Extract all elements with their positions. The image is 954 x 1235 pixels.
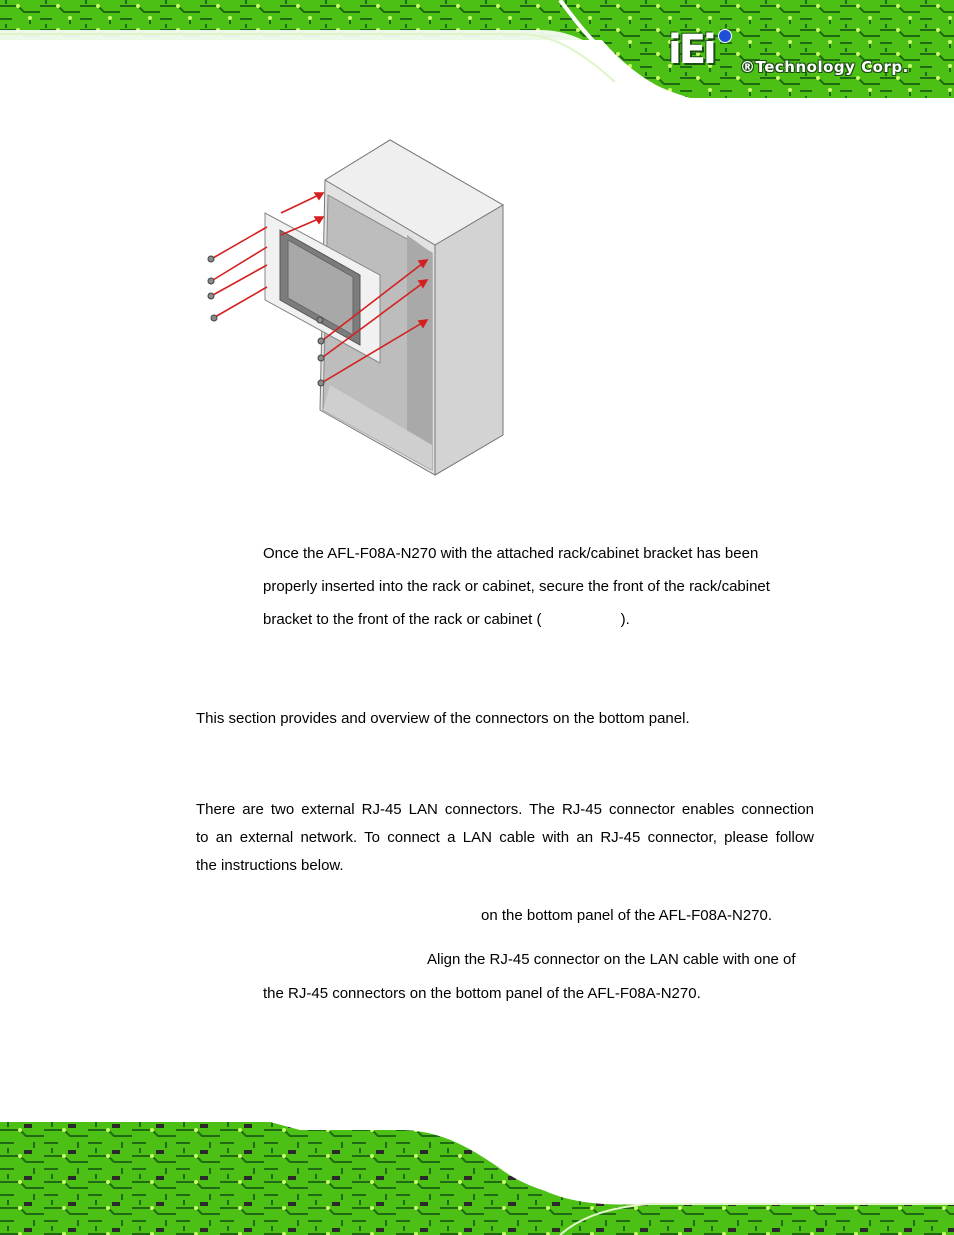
lan-connectors-paragraph (196, 796, 814, 880)
circuit-board-footer-graphic (0, 1122, 954, 1235)
iei-logo (668, 28, 928, 80)
lan-paragraph-line: There are two external RJ-45 LAN connectors. The RJ-45 connector enables connection (196, 801, 814, 818)
step-text-line: Once the AFL-F08A-N270 with the attached rack/cabinet bracket has been (263, 545, 759, 562)
step-text-line: properly inserted into the rack or cabinet, secure the front of the rack/cabinet (263, 578, 770, 595)
lan-step-2-continuation: the RJ-45 connectors on the bottom panel of the AFL-F08A-N270. (263, 985, 701, 1002)
rack-mount-step-text (263, 537, 823, 636)
lan-step-1-text: on the bottom panel of the AFL-F08A-N270. (481, 907, 773, 924)
step-text-line: bracket to the front of the rack or cabinet ( ). (263, 611, 630, 628)
lan-paragraph-line: the instructions below. (196, 857, 344, 874)
rack-cabinet-mounting-figure (195, 135, 515, 485)
lan-paragraph-line: to an external network. To connect a LAN cable with an RJ-45 connector, please follow (196, 829, 814, 846)
header-band (0, 0, 954, 112)
logo-mark: iEi (668, 27, 714, 73)
rack-cabinet-mounting-diagram (195, 135, 515, 485)
lan-step-2-text: Align the RJ-45 connector on the LAN cable with one of (427, 951, 796, 968)
connectors-intro-text: This section provides and overview of the connectors on the bottom panel. (196, 710, 690, 727)
logo-company-name: ®Technology Corp. (740, 58, 909, 76)
footer-band (0, 1122, 954, 1235)
logo-dot-icon (718, 29, 732, 43)
